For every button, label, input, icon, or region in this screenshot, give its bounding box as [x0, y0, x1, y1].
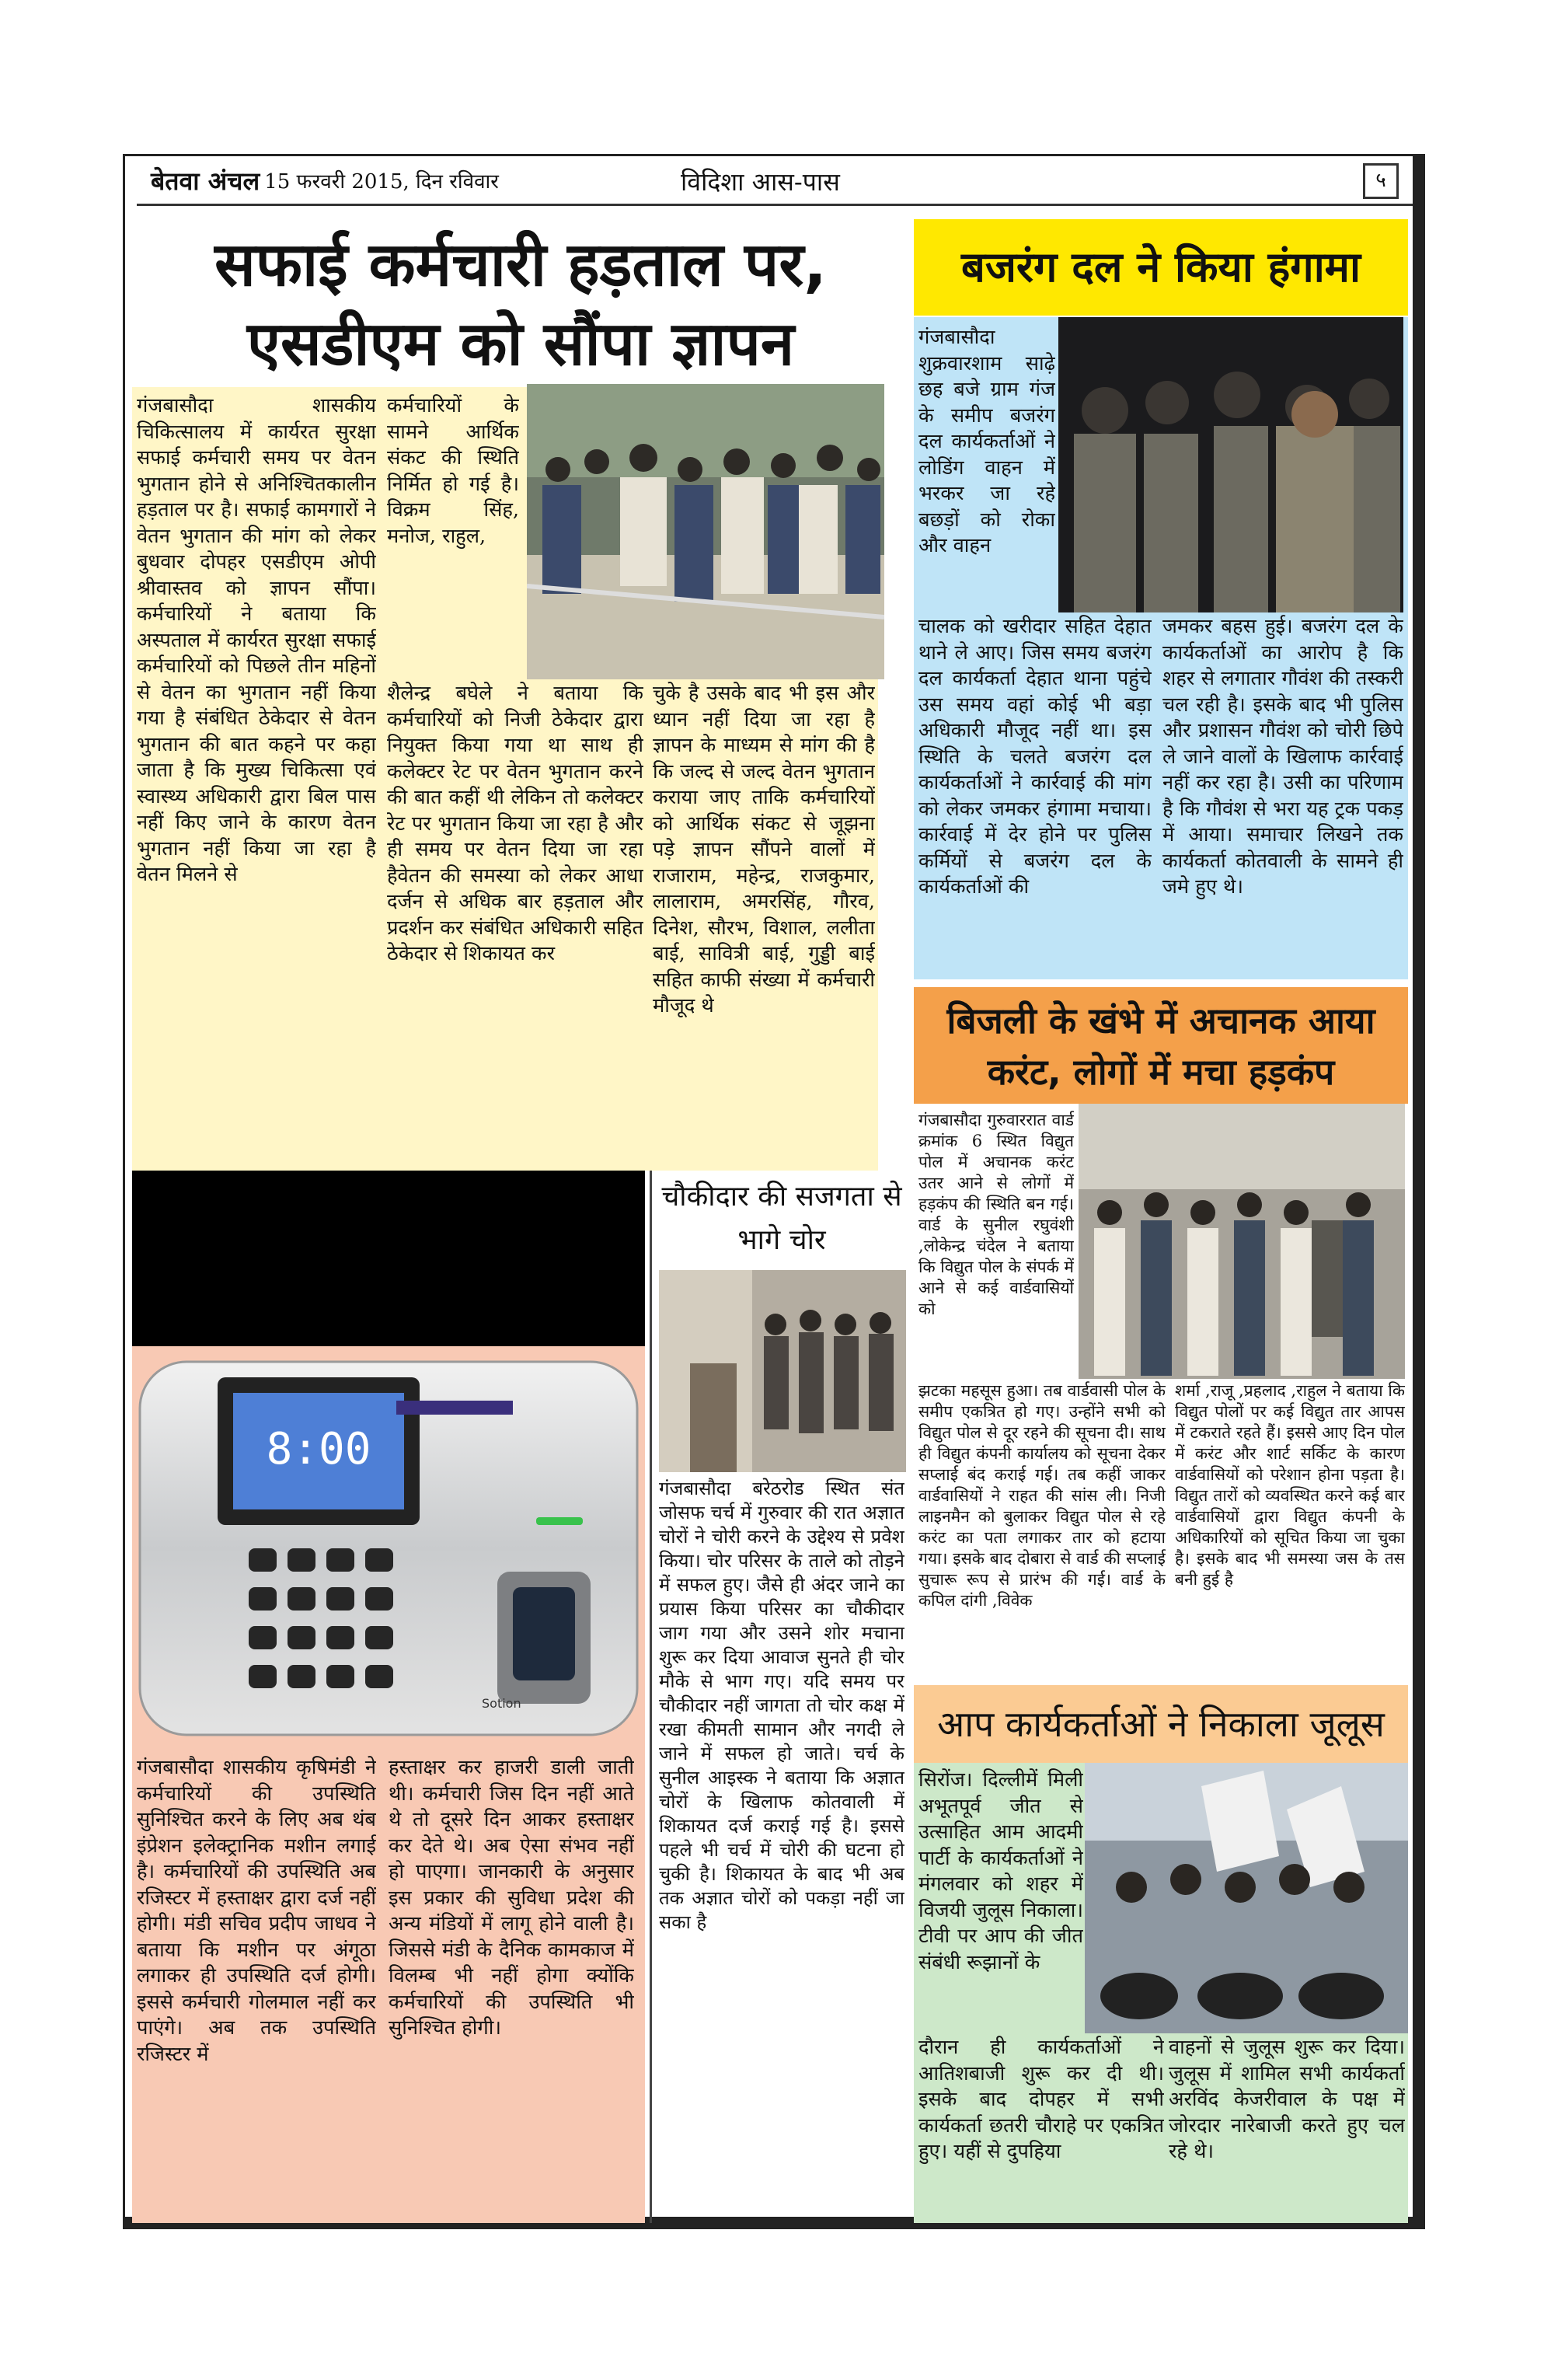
story5-col1: गंजबासौदा शासकीय कृषिमंडी ने कर्मचारियों की उपस्थिति सुनिश्चित करने के लिए अब थंब इंप्रेशन इलेक्ट्रानिक मशीन लगाई है। कर्मचारियों की उपस्थिति अब रजिस्टर में हस्ताक्षर द्वारा दर्ज नहीं होगी। मंडी सचिव प्रदीप जाधव ने बताया कि मशीन पर अंगूठा लगाकर ही उपस्थिति दर्ज होगी। इससे कर्मचारी गोलमाल नहीं कर पाएंगे। अब तक उपस्थिति रजिस्टर में	[137, 1756, 376, 2066]
issue-date: 15 फरवरी 2015, दिन रविवार	[264, 170, 499, 194]
page-header	[137, 160, 1411, 201]
story2-col1b: चालक को खरीदार सहित देहात थाने ले आए। जिस समय बजरंग दल कार्यकर्ता देहात थाना पहुंचे उस समय वहां कोई भी बड़ा अधिकारी मौजूद नहीं था। इस स्थिति के चलते बजरंग दल कार्यकर्ताओं ने कार्रवाई की मांग को लेकर जमकर हंगामा मचाया। कार्रवाई में देर होने पर पुलिस कर्मियों से बजरंग दल के कार्यकर्ताओं की	[918, 615, 1152, 899]
story2-col2: जमकर बहस हुई। बजरंग दल के कार्यकर्ताओं का आरोप है कि शहर से लगातार गौवंश की तस्करी चल रही है। इसके बाद भी पुलिस और प्रशासन गौवंश को चोरी छिपे ले जाने वालों के खिलाफ कार्रवाई नहीं कर रहा है। उसी का परिणाम है कि गौवंश से भरा यह ट्रक पकड़ में आया। समाचार लिखने तक कार्यकर्ता कोतवाली के सामने ही जमे हुए थे।	[1162, 615, 1403, 899]
device-brand: Sotion	[482, 1696, 521, 1711]
story2-col1a: गंजबासौदा शुक्रवारशाम साढ़े छह बजे ग्राम गंज के समीप बजरंग दल कार्यकर्ताओं ने लोडिंग वाहन में भरकर जा रहे बछड़ों को रोका और वाहन	[918, 326, 1055, 557]
section-name: विदिशा आस-पास	[681, 167, 840, 197]
story4-divider	[650, 1171, 652, 2223]
story3-headline: बिजली के खंभे में अचानक आया करंट, लोगों में मचा हड़कंप	[914, 987, 1408, 1104]
story3-col2: शर्मा ,राजू ,प्रहलाद ,राहुल ने बताया कि विद्युत पोलों पर कई विद्युत तार आपस में टकराते रहते हैं। इससे आए दिन पोल में करंट और शार्ट सर्किट के कारण वार्डवासियों को परेशान होना पड़ता है। विद्युत तारों को व्यवस्थित करने कई बार वार्डवासियों द्वारा विद्युत कंपनी के अधिकारियों को सूचित किया जा चुका है। इसके बाद भी समस्या जस के तस बनी हुई है	[1175, 1381, 1405, 1589]
aap-rally-photo	[1085, 1763, 1408, 2033]
story4-headline: चौकीदार की सजगता से भागे चोर	[661, 1181, 902, 1256]
story1-col1: गंजबासौदा शासकीय चिकित्सालय में कार्यरत सुरक्षा सफाई कर्मचारी समय पर वेतन भुगतान होने से अनिश्चितकालीन हड़ताल पर है। सफाई कामगारों ने वेतन भुगतान की मांग को लेकर बुधवार दोपहर एसडीएम ओपी श्रीवास्तव को ज्ञापन सौंपा। कर्मचारियों ने बताया कि अस्पताल में कार्यरत सुरक्षा सफाई कर्मचारियों को पिछले तीन महिनों से वेतन का भुगतान नहीं किया गया है संबंधित ठेकेदार से वेतन भुगतान की बात कहने पर कहा जाता है कि मुख्य चिकित्सा एवं स्वास्थ्य अधिकारी द्वारा बिल पास नहीं किए जाने के कारण वेतन भुगतान नहीं किया जा रहा है वेतन मिलने से	[137, 394, 376, 886]
story6-col2: वाहनों से जुलूस शुरू कर दिया। जुलूस में शामिल सभी कार्यकर्ता अरविंद केजरीवाल के पक्ष में जोरदार नारेबाजी करते हुए चल रहे थे।	[1169, 2036, 1405, 2163]
story3-photo	[1079, 1104, 1405, 1379]
story4-text: गंजबासौदा बरेठरोड स्थित संत जोसफ चर्च में गुरुवार की रात अज्ञात चोरों ने चोरी करने के उद्देश्य से प्रवेश किया। चोर परिसर के ताले को तोड़ने में सफल हुए। जैसे ही अंदर जाने का प्रयास किया परिसर का चौकीदार जाग गया और उसने शोर मचाना शुरू कर दिया आवाज सुनते ही चोर मौके से भाग गए। यदि समय पर चौकीदार नहीं जागता तो चोर कक्ष में रखा कीमती सामान और नगदी ले जाने में सफल हो जाते। चर्च के सुनील आइस्क ने बताया कि अज्ञात चोरों के खिलाफ कोतवाली में शिकायत दर्ज कराई गई है। इससे पहले भी चर्च में चोरी की घटना हो चुकी है। शिकायत के बाद भी अब तक अज्ञात चोरों को पकड़ा नहीं जा सका है	[659, 1478, 904, 1933]
story4-photo	[659, 1270, 906, 1472]
church-theft-site-photo	[659, 1270, 906, 1472]
story1-col2a: कर्मचारियों के सामने आर्थिक संकट की स्थिति निर्मित हो गई है। विक्रम सिंह, मनोज, राहुल,	[387, 394, 519, 548]
story2-photo	[1058, 317, 1403, 612]
story6-col1a: सिरोंज। दिल्लीमें मिली अभूतपूर्व जीत से उत्साहित आम आदमी पार्टी के कार्यकर्ताओं ने मंगलवार को शहर में विजयी जुलूस निकाला। टीवी पर आप की जीत संबंधी रूझानों के	[918, 1768, 1083, 1974]
story5-blackbar	[132, 1171, 645, 1346]
page-number: ५	[1363, 163, 1399, 199]
device-time: 8:00	[266, 1424, 371, 1474]
story1-col2b: शैलेन्द्र बघेले ने बताया कि कर्मचारियों को निजी ठेकेदार द्वारा नियुक्त किया गया था साथ ही कलेक्टर रेट पर वेतन भुगतान करने की बात कहीं थी लेकिन तो कलेक्टर रेट पर भुगतान किया जा रहा है और ही समय पर वेतन दिया जा रहा हैवेतन की समस्या को लेकर आधा दर्जन से अधिक बार हड़ताल और प्रदर्शन कर संबंधित अधिकारी सहित ठेकेदार से शिकायत कर	[387, 682, 643, 965]
electric-pole-residents-photo	[1079, 1104, 1405, 1379]
sanitation-workers-photo	[527, 384, 884, 679]
bajrang-dal-crowd-photo	[1058, 317, 1403, 612]
story3-col1a: गंजबासौदा गुरुवाररात वार्ड क्रमांक 6 स्थित विद्युत पोल में अचानक करंट उतर आने से लोगों में हड़कंप की स्थिति बन गई। वार्ड के सुनील रघुवंशी ,लोकेन्द्र चंदेल ने बताया कि विद्युत पोल के संपर्क में आने से कई वार्डवासियों को	[918, 1111, 1074, 1318]
story5-col2: हस्ताक्षर कर हाजरी डाली जाती थी। कर्मचारी जिस दिन नहीं आते थे तो दूसरे दिन आकर हस्ताक्षर कर देते थे। अब ऐसा संभव नहीं हो पाएगा। जानकारी के अनुसार इस प्रकार की सुविधा प्रदेश की अन्य मंडियों में लागू होने वाली है। जिससे मंडी के दैनिक कामकाज में विलम्ब भी नहीं होगा क्योंकि कर्मचारियों की उपस्थिति भी सुनिश्चित होगी।	[389, 1756, 634, 2040]
paper-name: बेतवा अंचल	[151, 166, 260, 196]
story2-headline: बजरंग दल ने किया हंगामा	[914, 219, 1408, 316]
story6-col1b: दौरान ही कार्यकर्ताओं ने आतिशबाजी शुरू कर दी थी। इसके बाद दोपहर में सभी कार्यकर्ता छतरी चौराहे पर एकत्रित हुए। यहीं से दुपहिया	[918, 2036, 1164, 2163]
header-rule	[137, 204, 1413, 206]
attendance-machine-image	[132, 1346, 645, 1750]
story1-col3: चुके है उसके बाद भी इस और ध्यान नहीं दिया जा रहा है ज्ञापन के माध्यम से मांग की है कि जल्द से जल्द वेतन भुगतान कराया जाए ताकि कर्मचारियों को आर्थिक संकट से जूझना पड़े ज्ञापन सौंपने वालों में राजाराम, महेन्द्र, राजकुमार, लालाराम, अमरसिंह, गौरव, दिनेश, सौरभ, विशाल, ललीता बाई, सावित्री बाई, गुड्डी बाई सहित काफी संख्या में कर्मचारी मौजूद थे	[653, 682, 875, 1017]
story1-headline: सफाई कर्मचारी हड़ताल पर, एसडीएम को सौंपा ज्ञापन	[214, 230, 827, 379]
story6-headline: आप कार्यकर्ताओं ने निकाला जूलूस	[914, 1685, 1408, 1763]
story1-photo	[527, 384, 884, 679]
story3-col1b: झटका महसूस हुआ। तब वार्डवासी पोल के समीप एकत्रित हो गए। उन्होंने सभी को विद्युत पोल से दूर रहने की सूचना दी। साथ ही विद्युत कंपनी कार्यालय को सूचना देकर सप्लाई बंद कराई गई। तब कहीं जाकर वार्डवासियों ने राहत की सांस ली। निजी लाइनमैन को बुलाकर विद्युत पोल से रहे करंट का पता लगाकर तार को हटाया गया। इसके बाद दोबारा से वार्ड की सप्लाई सुचारू रूप से प्रारंभ की गई। वार्ड के कपिल दांगी ,विवेक	[918, 1381, 1166, 1610]
story6-photo	[1085, 1763, 1408, 2033]
